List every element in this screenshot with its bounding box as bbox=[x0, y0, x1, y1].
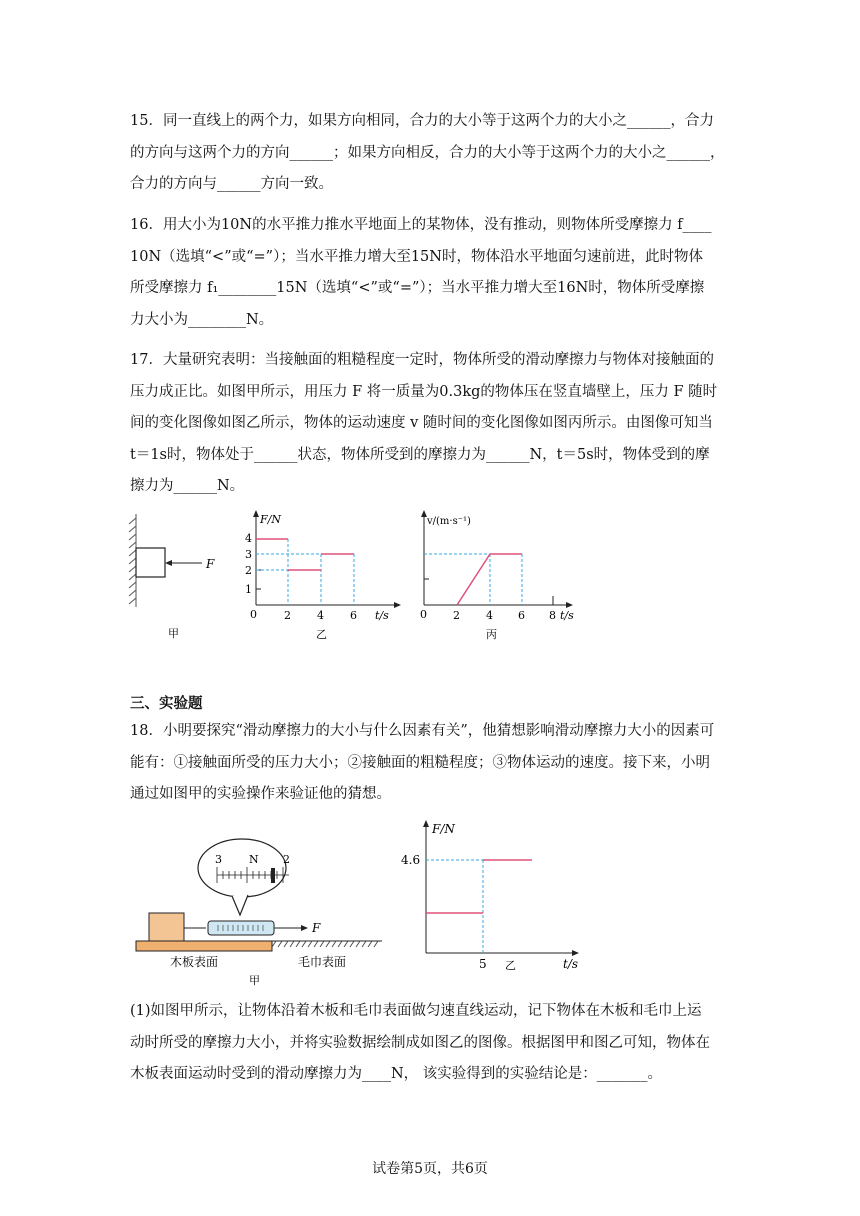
q18-figure-yi bbox=[395, 816, 595, 986]
x-axis-arrow bbox=[566, 602, 573, 608]
scale-right-number: 2 bbox=[283, 853, 290, 866]
origin-label: 0 bbox=[250, 608, 257, 621]
question-18 bbox=[130, 716, 730, 811]
wall-hatching bbox=[129, 514, 136, 607]
q15-line-3: 合力的方向与______方向一致。 bbox=[130, 176, 333, 192]
figure-caption-yi: 乙 bbox=[316, 628, 327, 641]
y-ticks bbox=[256, 570, 261, 589]
y-tick-1: 1 bbox=[245, 583, 252, 596]
q17-figure-yi bbox=[238, 508, 408, 643]
y-tick-2: 2 bbox=[245, 564, 252, 577]
x-tick-8: 8 bbox=[549, 609, 556, 622]
q15-line-1: 15．同一直线上的两个力，如果方向相同，合力的大小等于这两个力的大小之______，合力 bbox=[130, 113, 714, 129]
q17-line-1: 17．大量研究表明：当接触面的粗糙程度一定时，物体所受的滑动摩擦力与物体对接触面的 bbox=[130, 352, 714, 368]
x-axis-label: t/s bbox=[375, 609, 389, 622]
towel-hatching bbox=[272, 941, 378, 947]
force-label: F bbox=[206, 557, 215, 571]
force-label: F bbox=[312, 921, 321, 935]
q17-line-5: 擦力为______N。 bbox=[130, 478, 245, 494]
wood-board bbox=[136, 941, 272, 951]
q16-line-1: 16．用大小为10N的水平推力推水平地面上的某物体，没有推动，则物体所受摩擦力 f____ bbox=[130, 217, 712, 233]
y-axis-arrow bbox=[423, 820, 429, 827]
figure-caption-yi: 乙 bbox=[505, 959, 516, 972]
scale-left-number: 3 bbox=[215, 853, 222, 866]
y-axis-arrow bbox=[253, 510, 259, 517]
question-18-part-1 bbox=[130, 996, 730, 1091]
q18-sub1-line-1: (1)如图甲所示，让物体沿着木板和毛巾表面做匀速直线运动，记下物体在木板和毛巾上运 bbox=[130, 1003, 702, 1019]
friction-curve bbox=[426, 860, 532, 913]
figure-caption-bing: 丙 bbox=[486, 628, 497, 641]
scale-pointer bbox=[271, 868, 275, 883]
question-16 bbox=[130, 210, 730, 336]
guide-lines bbox=[426, 860, 483, 953]
q18-sub1-line-3: 木板表面运动时受到的滑动摩擦力为____N， 该实验得到的实验结论是：_______。 bbox=[130, 1066, 663, 1082]
question-15 bbox=[130, 106, 730, 201]
pull-arrowhead bbox=[301, 925, 308, 931]
wooden-block bbox=[149, 913, 184, 941]
scale-unit: N bbox=[249, 853, 259, 866]
q17-line-2: 压力成正比。如图甲所示，用压力 F 将一质量为0.3kg的物体压在竖直墙壁上，压力 F 随时 bbox=[130, 383, 718, 400]
page-footer: 试卷第5页，共6页 bbox=[372, 1161, 488, 1177]
y-axis-label: F/N bbox=[260, 513, 281, 526]
q18-line-1: 18．小明要探究“滑动摩擦力的大小与什么因素有关”，他猜想影响滑动摩擦力大小的因素可 bbox=[130, 723, 715, 739]
x-tick-4: 4 bbox=[317, 609, 324, 622]
x-tick-2: 2 bbox=[453, 609, 460, 622]
q17-figure-jia bbox=[120, 512, 230, 647]
q18-line-2: 能有：①接触面所受的压力大小；②接触面的粗糙程度；③物体运动的速度。接下来，小明 bbox=[130, 754, 710, 771]
q18-sub1-line-2: 动时所受的摩擦力大小，并将实验数据绘制成如图乙的图像。根据图甲和图乙可知，物体在 bbox=[130, 1034, 710, 1051]
section-heading-experiments: 三、实验题 bbox=[130, 696, 203, 712]
q17-line-4: t＝1s时，物体处于______状态，物体所受到的摩擦力为______N，t＝5s时，物体受到的摩 bbox=[130, 446, 710, 463]
guide-lines bbox=[256, 539, 354, 605]
force-curve bbox=[256, 539, 354, 570]
y-tick-3: 3 bbox=[245, 548, 252, 561]
q16-line-3: 所受摩擦力 f₁________15N（选填“<”或“=”）；当水平推力增大至16N时，物体所受摩擦 bbox=[130, 280, 705, 296]
x-axis-arrow bbox=[394, 602, 401, 608]
q15-line-2: 的方向与这两个力的方向______；如果方向相反，合力的大小等于这两个力的大小之______， bbox=[130, 144, 725, 161]
x-tick-5: 5 bbox=[479, 957, 487, 971]
q17-line-3: 间的变化图像如图乙所示，物体的运动速度 v 随时间的变化图像如图丙所示。由图像可知当 bbox=[130, 415, 713, 431]
label-towel-surface: 毛巾表面 bbox=[298, 955, 347, 969]
figure-caption-jia: 甲 bbox=[168, 627, 179, 640]
q18-line-3: 通过如图甲的实验操作来验证他的猜想。 bbox=[130, 786, 391, 802]
x-tick-6: 6 bbox=[350, 609, 357, 622]
x-tick-6: 6 bbox=[518, 609, 525, 622]
x-tick-4: 4 bbox=[486, 609, 493, 622]
force-arrowhead bbox=[165, 560, 172, 566]
q18-figure-jia bbox=[128, 825, 388, 990]
x-tick-2: 2 bbox=[284, 609, 291, 622]
label-wood-surface: 木板表面 bbox=[170, 955, 219, 969]
origin-label: 0 bbox=[420, 608, 427, 621]
x-axis-label: t/s bbox=[560, 609, 574, 622]
y-tick-4.6: 4.6 bbox=[401, 853, 421, 867]
question-17 bbox=[130, 345, 730, 503]
y-tick-4: 4 bbox=[245, 532, 252, 545]
y-axis-label: v/(m·s⁻¹) bbox=[427, 516, 471, 527]
bubble-pointer bbox=[232, 895, 248, 915]
block bbox=[136, 548, 165, 577]
q16-line-4: 力大小为________N。 bbox=[130, 311, 274, 328]
q17-figure-bing bbox=[410, 508, 590, 643]
x-axis-arrow bbox=[572, 950, 579, 956]
y-axis-label: F/N bbox=[432, 822, 455, 836]
figure-caption-jia: 甲 bbox=[249, 974, 260, 987]
q16-line-2: 10N（选填“<”或“=”）；当水平推力增大至15N时，物体沿水平地面匀速前进，此时物体 bbox=[130, 248, 703, 265]
x-axis-label: t/s bbox=[563, 957, 579, 971]
